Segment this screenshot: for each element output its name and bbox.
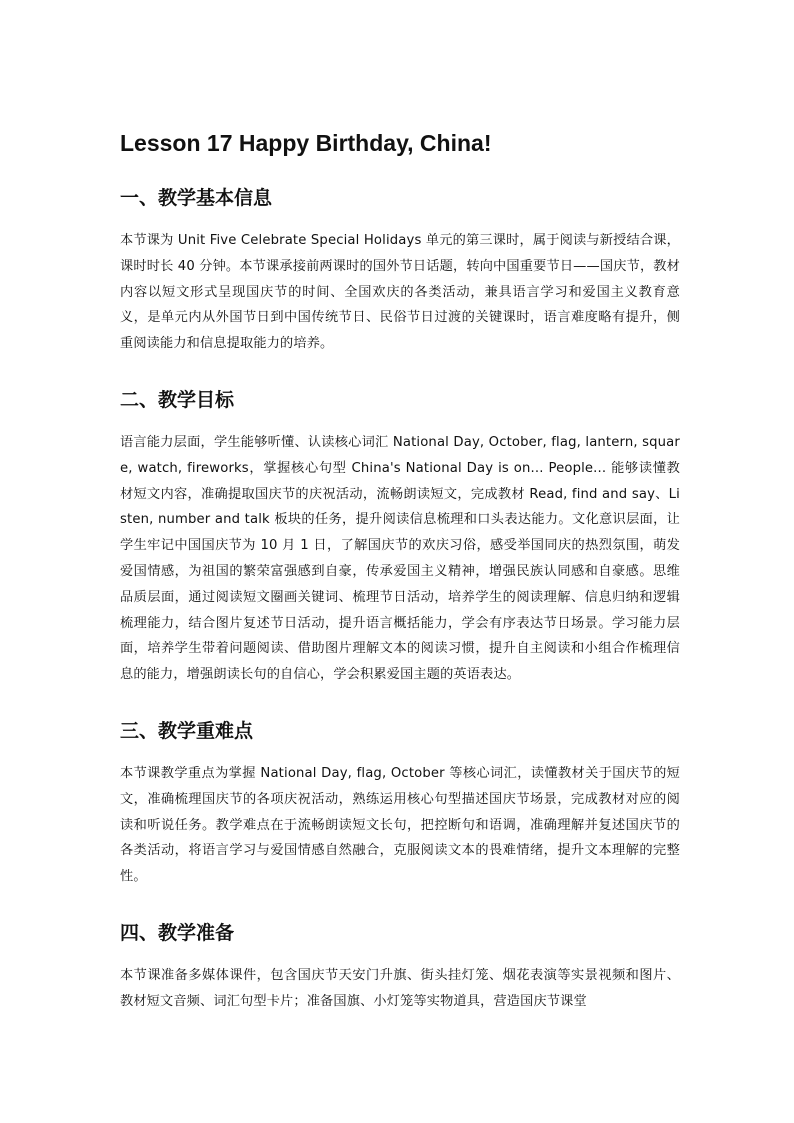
section-heading: 一、教学基本信息 [120, 187, 273, 209]
section-paragraph: 本节课为 Unit Five Celebrate Special Holidays 单元的第三课时，属于阅读与新授结合课，课时时长 40 分钟。本节课承接前两课时的国外节日话题，转向中国重要节日——国庆节，教材内容以短文形式呈现国庆节的时间、全国欢庆的各类活动，兼具语言学习和爱国主义教育意义，是单元内从外国节日到中国传统节日、民俗节日过渡的关键课时，语言难度略有提升，侧重阅读能力和信息提取能力的培养。 [120, 233, 680, 352]
document-title: Lesson 17 Happy Birthday, China! [120, 130, 492, 156]
document-page [120, 126, 680, 1015]
section-basic-info [120, 182, 680, 357]
section-heading: 二、教学目标 [120, 388, 235, 411]
section-paragraph: 本节课教学重点为掌握 National Day, flag, October 等核心词汇，读懂教材关于国庆节的短文，准确梳理国庆节的各项庆祝活动，熟练运用核心句型描述国庆节场景，完成教材对应的阅读和听说任务。教学难点在于流畅朗读短文长句，把控断句和语调，准确理解并复述国庆节的各类活动，将语言学习与爱国情感自然融合，克服阅读文本的畏难情绪，提升文本理解的完整性。 [120, 765, 680, 885]
section-preparation [120, 917, 680, 1015]
section-paragraph: 本节课准备多媒体课件，包含国庆节天安门升旗、街头挂灯笼、烟花表演等实景视频和图片、教材短文音频、词汇句型卡片；准备国旗、小灯笼等实物道具，营造国庆节课堂 [120, 967, 680, 1009]
section-heading: 四、教学准备 [120, 921, 235, 944]
section-objectives [120, 384, 680, 688]
section-key-difficulties [120, 715, 680, 890]
section-paragraph: 语言能力层面，学生能够听懂、认读核心词汇 National Day, October, flag, lantern, square, watch, fireworks，掌握核心句型 China's National Day is on... People... 能够读懂教材短文内容，准确提取国庆节的庆祝活动，流畅朗读短文，完成教材 Read, find and say、Listen, number and talk 板块的任务，提升阅读信息梳理和口头表达能力。文化意识层面，让学生牢记中国国庆节为 10 月 1 日，了解国庆节的欢庆习俗，感受举国同庆的热烈氛围，萌发爱国情感，为祖国的繁荣富强感到自豪，传承爱国主义精神，增强民族认同感和自豪感。思维品质层面，通过阅读短文圈画关键词、梳理节日活动，培养学生的阅读理解、信息归纳和逻辑梳理能力，结合图片复述节日活动，提升语言概括能力，学会有序表达节日场景。学习能力层面，培养学生带着问题阅读、借助图片理解文本的阅读习惯，提升自主阅读和小组合作梳理信息的能力，增强朗读长句的自信心，学会积累爱国主题的英语表达。 [120, 434, 680, 683]
section-heading: 三、教学重难点 [120, 719, 254, 742]
